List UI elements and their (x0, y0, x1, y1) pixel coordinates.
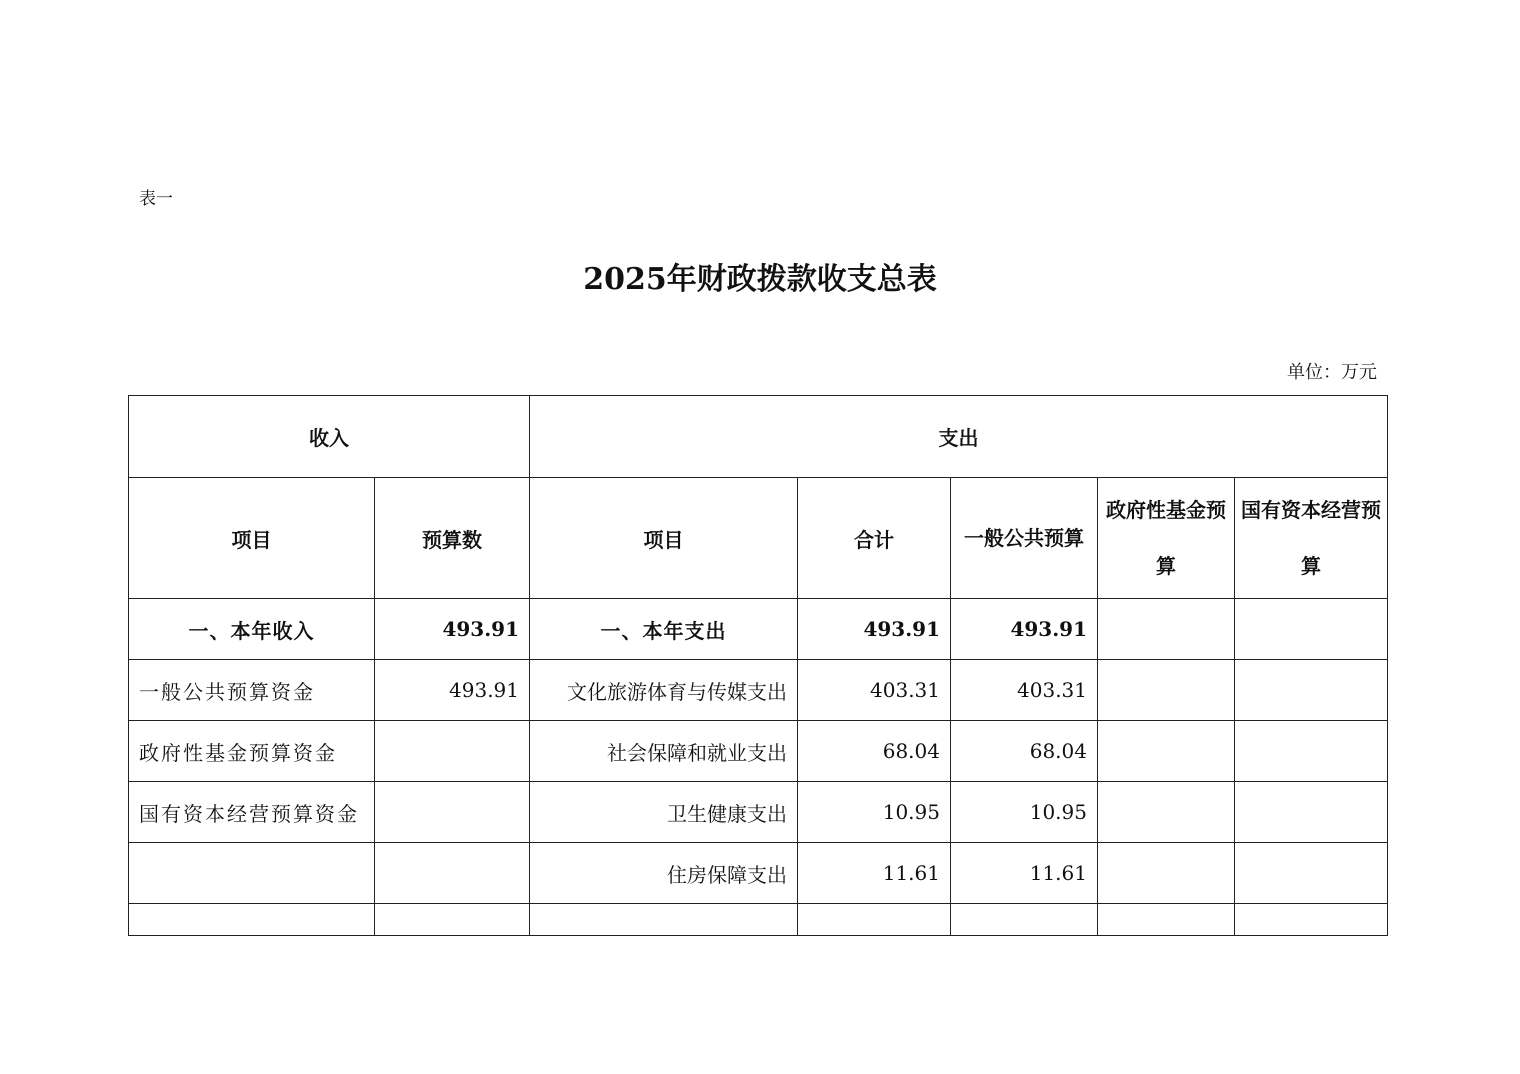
expense-group-header: 支出 (530, 396, 1388, 478)
income-budget-cell (375, 721, 530, 782)
column-header-row (129, 478, 1388, 599)
table-row (129, 843, 1388, 904)
expense-item-cell: 卫生健康支出 (530, 782, 798, 843)
general-public-cell: 68.04 (951, 721, 1098, 782)
income-group-header: 收入 (129, 396, 530, 478)
budget-summary-table (128, 395, 1388, 936)
table-row (129, 721, 1388, 782)
income-item-header: 项目 (129, 478, 375, 599)
gov-fund-cell (1098, 782, 1235, 843)
state-capital-cell (1235, 599, 1388, 660)
income-item-cell (129, 904, 375, 936)
gov-fund-cell (1098, 721, 1235, 782)
income-budget-cell (375, 843, 530, 904)
general-public-cell: 493.91 (951, 599, 1098, 660)
general-public-cell: 403.31 (951, 660, 1098, 721)
table-row (129, 904, 1388, 936)
state-capital-cell (1235, 843, 1388, 904)
expense-item-cell: 住房保障支出 (530, 843, 798, 904)
gov-fund-cell (1098, 843, 1235, 904)
expense-item-cell (530, 904, 798, 936)
total-cell: 10.95 (798, 782, 951, 843)
general-public-cell (951, 904, 1098, 936)
expense-item-header: 项目 (530, 478, 798, 599)
state-capital-cell (1235, 721, 1388, 782)
income-budget-cell: 493.91 (375, 660, 530, 721)
state-capital-budget-header: 国有资本经营预算 (1235, 478, 1388, 599)
gov-fund-cell (1098, 904, 1235, 936)
total-cell: 493.91 (798, 599, 951, 660)
table-number-label: 表一 (139, 189, 173, 209)
income-item-cell: 一、本年收入 (129, 599, 375, 660)
gov-fund-budget-header: 政府性基金预算 (1098, 478, 1235, 599)
expense-item-cell: 社会保障和就业支出 (530, 721, 798, 782)
gov-fund-cell (1098, 599, 1235, 660)
general-public-cell: 10.95 (951, 782, 1098, 843)
income-item-cell: 一般公共预算资金 (129, 660, 375, 721)
expense-item-cell: 文化旅游体育与传媒支出 (530, 660, 798, 721)
income-budget-cell: 493.91 (375, 599, 530, 660)
income-budget-cell (375, 782, 530, 843)
expense-item-cell: 一、本年支出 (530, 599, 798, 660)
total-cell: 403.31 (798, 660, 951, 721)
gov-fund-cell (1098, 660, 1235, 721)
table-row-total (129, 599, 1388, 660)
income-item-cell: 国有资本经营预算资金 (129, 782, 375, 843)
total-cell (798, 904, 951, 936)
table-row (129, 782, 1388, 843)
group-header-row (129, 396, 1388, 478)
total-cell: 11.61 (798, 843, 951, 904)
income-item-cell (129, 843, 375, 904)
unit-label: 单位：万元 (1287, 362, 1377, 383)
state-capital-cell (1235, 782, 1388, 843)
income-item-cell: 政府性基金预算资金 (129, 721, 375, 782)
state-capital-cell (1235, 904, 1388, 936)
page-title: 2025年财政拨款收支总表 (583, 262, 937, 297)
state-capital-cell (1235, 660, 1388, 721)
income-budget-header: 预算数 (375, 478, 530, 599)
general-public-budget-header: 一般公共预算 (951, 478, 1098, 599)
general-public-cell: 11.61 (951, 843, 1098, 904)
income-budget-cell (375, 904, 530, 936)
table-row (129, 660, 1388, 721)
total-cell: 68.04 (798, 721, 951, 782)
total-header: 合计 (798, 478, 951, 599)
